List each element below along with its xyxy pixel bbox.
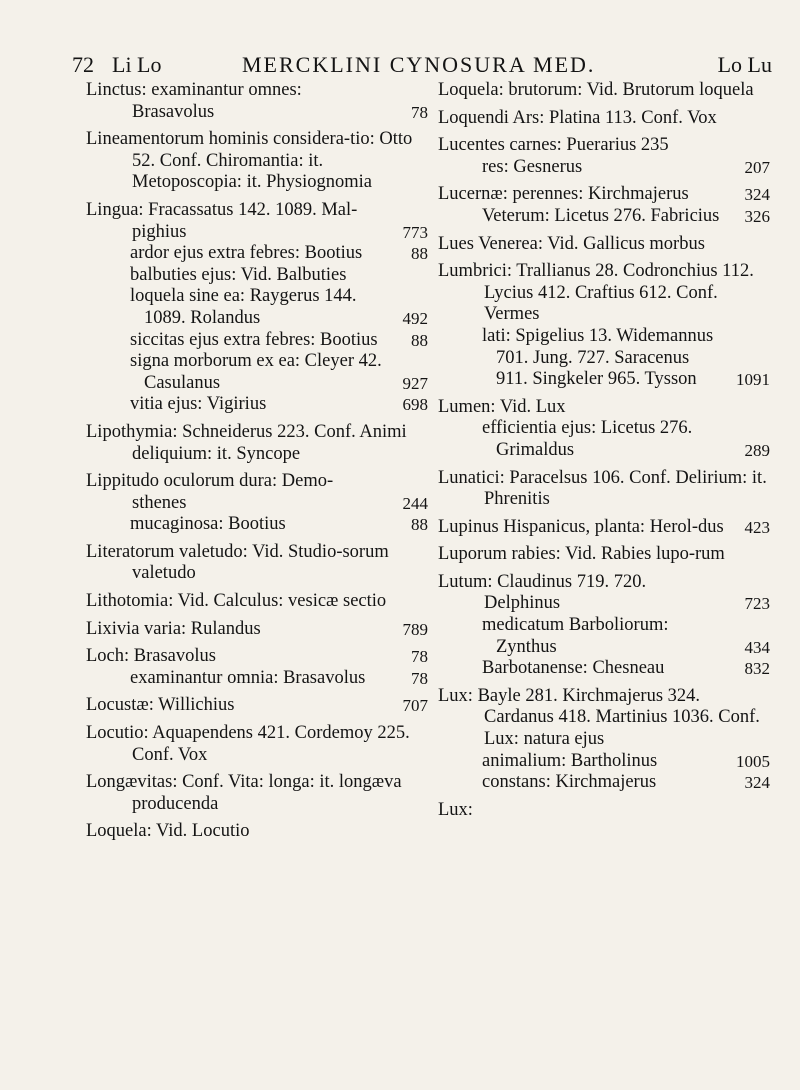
- entry-text: constans: Kirchmajerus: [482, 772, 657, 793]
- entry-page-number: 78: [411, 668, 428, 688]
- entry-page-number: 244: [402, 493, 428, 513]
- entry-text: Lutum: Claudinus 719. 720. Delphinus: [438, 571, 647, 614]
- index-entry: [86, 422, 428, 465]
- entry-page-number: 707: [402, 696, 428, 716]
- entry-page-number: 789: [402, 619, 428, 639]
- index-subentry: [86, 514, 428, 536]
- right-catchword: Lo Lu: [717, 52, 772, 77]
- right-column: [438, 80, 770, 821]
- index-subentry: [86, 330, 428, 352]
- index-subentry: [438, 772, 770, 794]
- index-subentry: [86, 668, 428, 690]
- index-entry: [438, 261, 770, 326]
- index-entry: [86, 200, 428, 243]
- entry-page-number: 434: [744, 637, 770, 657]
- entry-page-number: 88: [411, 330, 428, 350]
- index-subentry: [438, 157, 770, 179]
- entry-text: Lux: Bayle 281. Kirchmajerus 324. Cardanus 418. Martinius 1036. Conf. Lux: natura ejus: [438, 685, 760, 750]
- left-column: [86, 80, 428, 843]
- index-entry: [438, 544, 770, 566]
- index-subentry: [86, 243, 428, 265]
- entry-page-number: 324: [744, 185, 770, 205]
- entry-text: Lingua: Fracassatus 142. 1089. Mal-pighius: [86, 199, 358, 242]
- entry-text: Lunatici: Paracelsus 106. Conf. Delirium: it. Phrenitis: [438, 467, 767, 510]
- entry-text: medicatum Barboliorum: Zynthus: [482, 615, 669, 657]
- entry-text: Lumen: Vid. Lux: [438, 396, 566, 417]
- index-entry: [86, 542, 428, 585]
- entry-text: Literatorum valetudo: Vid. Studio-sorum valetudo: [86, 541, 389, 584]
- entry-text: Loquela: brutorum: Vid. Brutorum loquela: [438, 80, 754, 100]
- entry-page-number: 1091: [736, 370, 770, 390]
- left-catchword: Li Lo: [112, 52, 162, 77]
- index-entry: [438, 468, 770, 511]
- index-entry: [86, 821, 428, 843]
- index-entry: [86, 129, 428, 194]
- entry-page-number: 1005: [736, 751, 770, 771]
- entry-page-number: 492: [402, 308, 428, 328]
- entry-page-number: 723: [744, 594, 770, 614]
- entry-page-number: 78: [411, 102, 428, 122]
- entry-text: Loch: Brasavolus: [86, 646, 216, 667]
- entry-text: animalium: Bartholinus: [482, 750, 658, 771]
- entry-text: Lupinus Hispanicus, planta: Herol-dus: [438, 516, 724, 537]
- index-entry: [438, 686, 770, 751]
- entry-text: Lucentes carnes: Puerarius 235: [438, 135, 669, 156]
- entry-text: signa morborum ex ea: Cleyer 42. Casulanus: [130, 351, 382, 393]
- entry-text: lati: Spigelius 13. Widemannus 701. Jung. 727. Saracenus 911. Singkeler 965. Tysson: [482, 325, 714, 390]
- entry-text: siccitas ejus extra febres: Bootius: [130, 329, 378, 350]
- index-entry: [438, 234, 770, 256]
- entry-text: Lithotomia: Vid. Calculus: vesicæ sectio: [86, 591, 387, 612]
- running-title: MERCKLINI CYNOSURA MED.: [242, 52, 596, 77]
- index-entry: [438, 108, 770, 130]
- entry-text: mucaginosa: Bootius: [130, 514, 286, 535]
- entry-text: Luporum rabies: Vid. Rabies lupo-rum: [438, 544, 725, 565]
- entry-page-number: 773: [402, 222, 428, 242]
- index-subentry: [438, 418, 770, 461]
- entry-page-number: 698: [402, 395, 428, 415]
- index-entry: [438, 572, 770, 615]
- page-number: 72: [72, 52, 94, 77]
- entry-text: Lues Venerea: Vid. Gallicus morbus: [438, 233, 705, 254]
- entry-text: Loquela: Vid. Locutio: [86, 821, 250, 842]
- entry-text: Lux:: [438, 799, 473, 820]
- entry-text: Lucernæ: perennes: Kirchmajerus: [438, 184, 689, 205]
- index-entry: [438, 517, 770, 539]
- entry-text: Lixivia varia: Rulandus: [86, 618, 261, 639]
- entry-text: loquela sine ea: Raygerus 144. 1089. Rolandus: [130, 286, 357, 328]
- index-subentry: [86, 265, 428, 287]
- index-entry: [438, 397, 770, 419]
- entry-text: Linctus: examinantur omnes: Brasavolus: [86, 80, 302, 122]
- index-entry: [86, 772, 428, 815]
- entry-page-number: 324: [744, 773, 770, 793]
- entry-text: efficientia ejus: Licetus 276. Grimaldus: [482, 418, 693, 460]
- index-entry: [86, 591, 428, 613]
- index-entry: [86, 646, 428, 668]
- entry-text: vitia ejus: Vigirius: [130, 394, 267, 415]
- entry-text: Loquendi Ars: Platina 113. Conf. Vox: [438, 107, 717, 128]
- index-subentry: [86, 286, 428, 329]
- entry-text: Lippitudo oculorum dura: Demo-sthenes: [86, 471, 334, 513]
- entry-text: examinantur omnia: Brasavolus: [130, 667, 366, 688]
- index-entry: [438, 184, 770, 206]
- entry-text: Barbotanense: Chesneau: [482, 658, 665, 679]
- entry-page-number: 88: [411, 244, 428, 264]
- entry-text: balbuties ejus: Vid. Balbuties: [130, 264, 347, 285]
- index-subentry: [86, 394, 428, 416]
- running-header: [72, 44, 772, 78]
- entry-text: Locustæ: Willichius: [86, 695, 235, 716]
- entry-page-number: 927: [402, 373, 428, 393]
- index-subentry: [438, 751, 770, 773]
- entry-page-number: 88: [411, 515, 428, 535]
- index-subentry: [438, 206, 770, 228]
- entry-text: Locutio: Aquapendens 421. Cordemoy 225. Conf. Vox: [86, 723, 410, 765]
- index-entry: [86, 471, 428, 514]
- entry-text: res: Gesnerus: [482, 156, 583, 177]
- entry-page-number: 78: [411, 647, 428, 667]
- entry-page-number: 832: [744, 659, 770, 679]
- index-entry: [438, 135, 770, 157]
- index-subentry: [438, 615, 770, 658]
- entry-text: Veterum: Licetus 276. Fabricius: [482, 205, 720, 226]
- entry-page-number: 289: [744, 440, 770, 460]
- index-entry: [86, 80, 428, 123]
- entry-page-number: 207: [744, 157, 770, 177]
- index-entry: [86, 723, 428, 766]
- index-entry: [86, 619, 428, 641]
- entry-text: Lineamentorum hominis considera-tio: Otto 52. Conf. Chiromantia: it. Metoposcopia: it. Physiognomia: [86, 129, 413, 193]
- index-entry: [438, 800, 770, 822]
- index-subentry: [438, 326, 770, 391]
- entry-page-number: 423: [744, 517, 770, 537]
- index-entry: [438, 80, 770, 102]
- entry-page-number: 326: [744, 206, 770, 226]
- entry-text: ardor ejus extra febres: Bootius: [130, 243, 363, 264]
- entry-text: Lumbrici: Trallianus 28. Codronchius 112. Lycius 412. Craftius 612. Conf. Vermes: [438, 261, 754, 325]
- index-entry: [86, 695, 428, 717]
- index-subentry: [86, 351, 428, 394]
- entry-text: Lipothymia: Schneiderus 223. Conf. Animi deliquium: it. Syncope: [86, 421, 407, 464]
- index-subentry: [438, 658, 770, 680]
- entry-text: Longævitas: Conf. Vita: longa: it. longæva producenda: [86, 772, 402, 814]
